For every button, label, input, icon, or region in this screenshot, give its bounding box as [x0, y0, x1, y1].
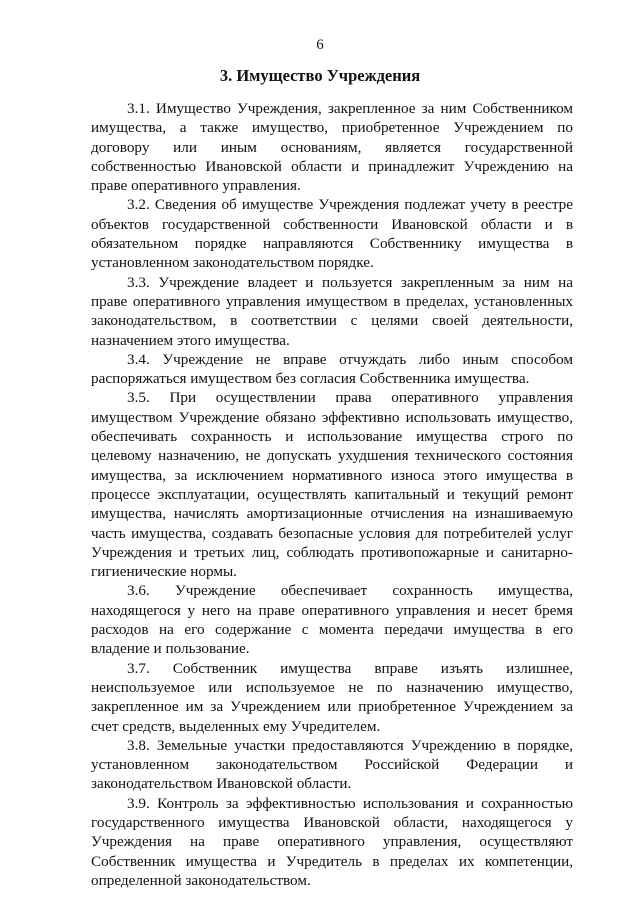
page-number: 6 [316, 37, 324, 53]
section-title: 3. Имущество Учреждения [219, 66, 421, 85]
paragraph-3-3: 3.3. Учреждение владеет и пользуется закрепленным за ним на праве оперативного управления имуществом в пределах, установленных законодательством, в соответствии с целями своей деятельности, назначением этого имущества. [91, 273, 573, 349]
paragraph-3-4: 3.4. Учреждение не вправе отчуждать либо иным способом распоряжаться имуществом без согласия Собственника имущества. [91, 350, 573, 388]
paragraph-3-5: 3.5. При осуществлении права оперативного управления имуществом Учреждение обязано эффективно использовать имущество, обеспечивать сохранность и использование имущества строго по целевому назначению, не допускать ухудшения технического состояния имущества, за исключением нормативного износа этого имущества в процессе эксплуатации, осуществлять капитальный и текущий ремонт имущества, начислять амортизационные отчисления на изнашиваемую часть имущества, создавать безопасные условия для потребителей услуг Учреждения и третьих лиц, соблюдать противопожарные и санитарно-гигиенические нормы. [91, 389, 573, 581]
paragraph-3-9: 3.9. Контроль за эффективностью использования и сохранностью государственного имущества Ивановской области, находящегося у Учреждения на праве оперативного управления, осуществляют Собственник имущества и Учредитель в пределах их компетенции, определенной законодательством. [91, 794, 573, 889]
paragraph-3-8: 3.8. Земельные участки предоставляются Учреждению в порядке, установленном законодательством Российской Федерации и законодательством Ивановской области. [91, 736, 573, 793]
paragraph-3-7: 3.7. Собственник имущества вправе изъять излишнее, неиспользуемое или используемое не по назначению имущество, закрепленное им за Учреждением или приобретенное Учреждением за счет средств, выделенных ему Учредителем. [91, 659, 573, 735]
paragraph-3-6: 3.6. Учреждение обеспечивает сохранность имущества, находящегося у него на праве оперативного управления и несет бремя расходов на его содержание с момента передачи имущества в его владение и пользование. [91, 582, 573, 658]
paragraph-3-1: 3.1. Имущество Учреждения, закрепленное за ним Собственником имущества, а также имущество, приобретенное Учреждением по договору или иным основаниям, является государственной собственностью Ивановской области и принадлежит Учреждению на праве оперативного управления. [91, 100, 573, 195]
section-body [91, 99, 573, 890]
paragraph-3-2: 3.2. Сведения об имуществе Учреждения подлежат учету в реестре объектов государственной собственности Ивановской области и в обязательном порядке направляются Собственнику имущества в установленном законодательством порядке. [91, 196, 573, 272]
